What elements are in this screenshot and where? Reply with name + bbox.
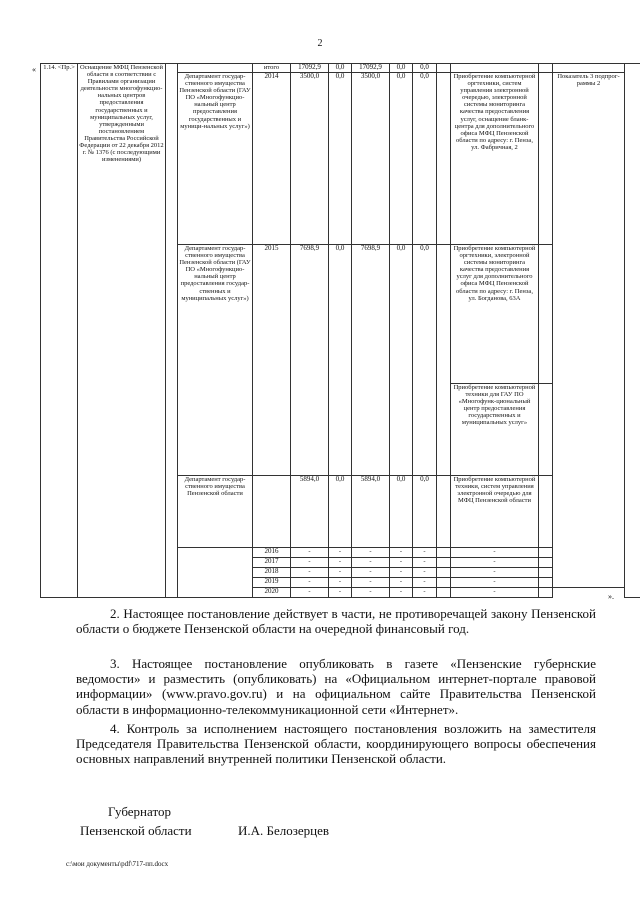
total-v3: 17092,9 (352, 64, 390, 73)
table-row-2018: 2018 - - - - - - (41, 568, 640, 578)
program-table (40, 63, 640, 598)
value-2014-5: 0,0 (413, 73, 437, 245)
result-2015a: Приобретение компьютерной оргтехники, электронной системы мониторинга качества предоставления услуг для дополнительного офиса МФЦ Пензенской области по адресу: г. Пенза, ул. Богданова, 63А (451, 245, 539, 384)
value-2014-1: 3500,0 (291, 73, 329, 245)
paragraph-2: 2. Настоящее постановление действует в части, не противоречащей закону Пензенской области о бюджете Пензенской области на очередной финансовый год. (76, 606, 596, 637)
result-2015c: Приобретение компьютерной техники, систем управления электронной очередью для МФЦ Пензенской области (451, 476, 539, 548)
year-2016: 2016 (253, 548, 291, 558)
value-2014-3: 3500,0 (352, 73, 390, 245)
executor-2015: Департамент государ-ственного имущества Пензенской области (ГАУ ПО «Многофункцио-нальный центр предоставления государ-ственных и муниципальных услуг») (178, 245, 253, 476)
value-2015-1: 7698,9 (291, 245, 329, 476)
value-2015-2: 0,0 (329, 245, 352, 476)
table-row-total (41, 64, 640, 73)
year-2019: 2019 (253, 578, 291, 588)
quote-close-mark: ». (608, 592, 614, 601)
table-row-2017: 2017 - - - - - - (41, 558, 640, 568)
total-v1: 17092,9 (291, 64, 329, 73)
total-v4: 0,0 (390, 64, 413, 73)
value-2015-5: 0,0 (413, 245, 437, 476)
year-2014: 2014 (253, 73, 291, 245)
item-number-cell: 1.14. <Пр.> (41, 64, 78, 598)
paragraph-4: 4. Контроль за исполнением настоящего постановления возложить на заместителя Председателя Правительства Пензенской области, координирующего вопросы обеспечения основных направлений внутренней политики Пензенской области. (76, 721, 596, 767)
value-2014-4: 0,0 (390, 73, 413, 245)
year-2017: 2017 (253, 558, 291, 568)
year-2020: 2020 (253, 588, 291, 598)
total-label: итого (253, 64, 291, 73)
total-v2: 0,0 (329, 64, 352, 73)
value-2015-4: 0,0 (390, 245, 413, 476)
value-2015c-5: 0,0 (413, 476, 437, 548)
signature-name: И.А. Белозерцев (238, 823, 330, 838)
result-2015b: Приобретение компьютерной техники для ГАУ ПО «Многофунк-циональный центр предоставления государственных и муниципальных услуг» (451, 384, 539, 476)
executor-2015c: Департамент государ-ственного имущества Пензенской области (178, 476, 253, 548)
executor-2014: Департамент государ-ственного имущества Пензенской области (ГАУ ПО «Многофункцио-нальный центр предоставления государственных и муници-нальных услуг») (178, 73, 253, 245)
value-2015c-3: 5894,0 (352, 476, 390, 548)
table-row-2016: 2016 - - - - - - (41, 548, 640, 558)
year-2018: 2018 (253, 568, 291, 578)
value-2015-3: 7698,9 (352, 245, 390, 476)
file-path: c:\мои документы\pdf\717-пп.docx (66, 860, 169, 868)
paragraph-3: 3. Настоящее постановление опубликовать в газете «Пензенские губернские ведомости» и разместить (опубликовать) на «Официальном интернет-портале правовой информации» (www.pravo.gov.ru) и на официальном сайте Правительства Пензенской области в информационно-телекоммуникационной сети «Интернет». (76, 656, 596, 717)
signature-title: Губернатор (108, 804, 171, 819)
value-2014-2: 0,0 (329, 73, 352, 245)
indicator-cell: Показатель 3 подпрог-раммы 2 (553, 73, 625, 588)
value-2015c-2: 0,0 (329, 476, 352, 548)
quote-open-mark: « (32, 65, 36, 74)
value-2015c-4: 0,0 (390, 476, 413, 548)
signature-region: Пензенской области (80, 823, 192, 838)
year-2015: 2015 (253, 245, 291, 476)
table-row-2020: 2020 - - - - - - (41, 588, 640, 598)
item-name-cell: Оснащение МФЦ Пензенской области в соответствии с Правилами организации деятельности многофункцио-нальных центров предоставления государственных и муниципальных услуг, утвержденными постановлением Правительства Российской Федерации от 22 декабря 2012 г. № 1376 (с последующими изменениями) (78, 64, 166, 598)
page-number: 2 (317, 38, 323, 49)
total-v5: 0,0 (413, 64, 437, 73)
result-2014: Приобретение компьютерной оргтехники, систем управления электронной очередью, электронной системы мониторинга качества предоставления услуг, оснащение бланк-центра для дополнительного офиса МФЦ Пензенской области по адресу: г. Пенза, ул. Фабричная, 2 (451, 73, 539, 245)
table-row-2019: 2019 - - - - - - (41, 578, 640, 588)
value-2015c-1: 5894,0 (291, 476, 329, 548)
